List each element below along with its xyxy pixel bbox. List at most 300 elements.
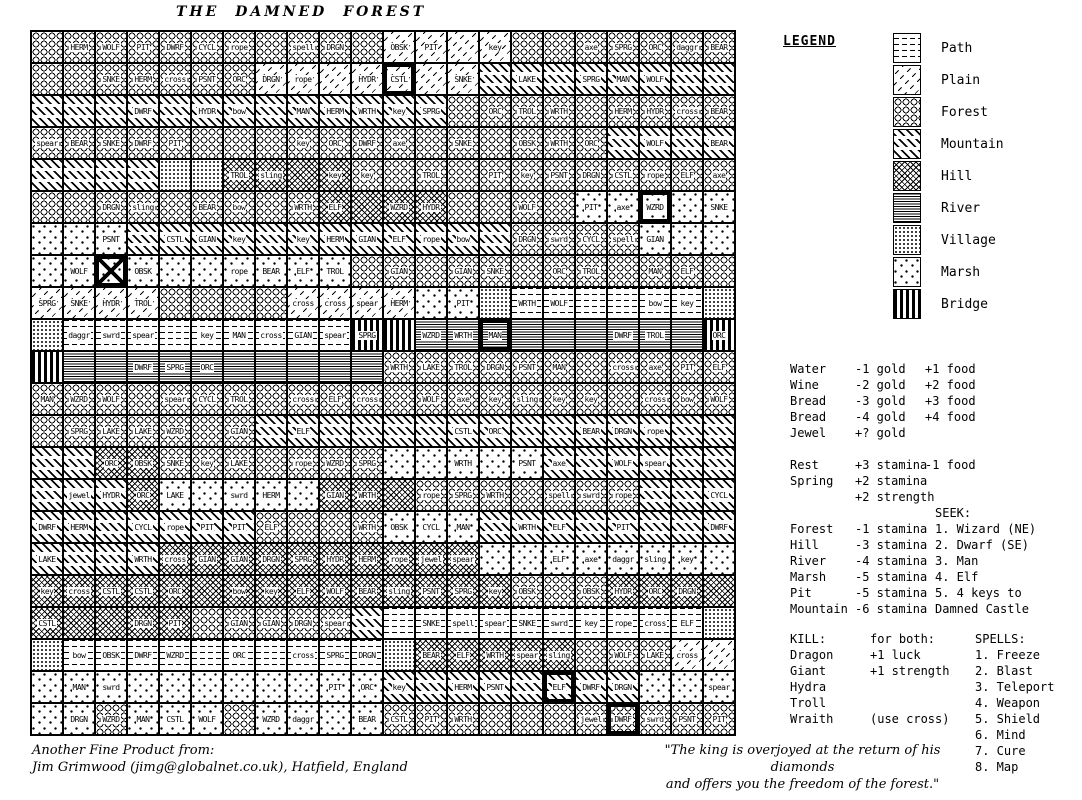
- cell-label: axe: [584, 554, 598, 564]
- cell-label: GIAN: [198, 554, 216, 564]
- cell-label: ELF: [392, 234, 406, 244]
- map-cell-1-13: [416, 32, 446, 62]
- cell-label: HERM: [262, 490, 280, 500]
- cell-label: TROL: [422, 170, 440, 180]
- map-cell-17-8: [256, 544, 286, 574]
- map-cell-15-11: [352, 480, 382, 510]
- cell-label: SPRG: [454, 490, 472, 500]
- cell-label: PIT: [168, 618, 182, 628]
- map-cell-9-5: [160, 288, 190, 318]
- map-cell-8-4: [128, 256, 158, 286]
- map-cell-15-20: [640, 480, 670, 510]
- cell-label: PIT: [168, 138, 182, 148]
- terrain-cost-row-cell: -3 stamina: [855, 538, 928, 552]
- cell-label: key: [40, 586, 54, 596]
- cell-label: key: [296, 234, 310, 244]
- map-cell-20-6: [192, 640, 222, 670]
- legend-item-path: [893, 33, 1004, 63]
- cell-label: PIT: [232, 522, 246, 532]
- map-cell-3-20: [640, 96, 670, 126]
- map-cell-19-5: [160, 608, 190, 638]
- map-cell-7-20: [640, 224, 670, 254]
- cell-label: DWRF: [582, 682, 600, 692]
- map-cell-9-22: [704, 288, 734, 318]
- trade-row: [790, 409, 995, 425]
- kill-bonus: [870, 679, 980, 695]
- map-cell-19-15: [480, 608, 510, 638]
- cell-label: bow: [232, 202, 246, 212]
- cell-label: TROL: [454, 362, 472, 372]
- map-cell-22-19: [608, 704, 638, 734]
- cell-label: PIT: [584, 202, 598, 212]
- map-cell-22-3: [96, 704, 126, 734]
- cell-label: key: [296, 138, 310, 148]
- map-cell-1-18: [576, 32, 606, 62]
- legend-item-mountain: [893, 129, 1004, 159]
- map-cell-21-3: [96, 672, 126, 702]
- map-cell-15-22: [704, 480, 734, 510]
- map-cell-21-14: [448, 672, 478, 702]
- map-cell-18-14: [448, 576, 478, 606]
- map-cell-3-1: [32, 96, 62, 126]
- cell-label: WZRD: [166, 426, 184, 436]
- map-cell-4-10: [320, 128, 350, 158]
- map-cell-5-21: [672, 160, 702, 190]
- map-cell-9-18: [576, 288, 606, 318]
- map-cell-1-21: [672, 32, 702, 62]
- map-cell-22-11: [352, 704, 382, 734]
- cell-label: WOLF: [70, 266, 88, 276]
- cell-label: rope: [646, 170, 664, 180]
- cell-label: daggr: [676, 42, 698, 52]
- cell-label: WRTH: [358, 490, 376, 500]
- map-cell-11-19: [608, 352, 638, 382]
- cell-label: WRTH: [358, 106, 376, 116]
- map-cell-9-13: [416, 288, 446, 318]
- map-cell-1-19: [608, 32, 638, 62]
- map-cell-4-17: [544, 128, 574, 158]
- cell-label: WRTH: [486, 490, 504, 500]
- map-cell-13-4: [128, 416, 158, 446]
- rest-row-cell: +3 stamina: [855, 458, 928, 472]
- map-cell-16-15: [480, 512, 510, 542]
- map-cell-2-5: [160, 64, 190, 94]
- legend-item-village: [893, 225, 1004, 255]
- cell-label: cross: [68, 586, 90, 596]
- cell-label: HYDR: [646, 106, 664, 116]
- cell-label: cross: [292, 650, 314, 660]
- cell-label: CYCL: [582, 234, 600, 244]
- map-cell-9-20: [640, 288, 670, 318]
- trade-table: [790, 361, 995, 441]
- map-cell-13-16: [512, 416, 542, 446]
- cell-label: key: [360, 170, 374, 180]
- map-cell-3-18: [576, 96, 606, 126]
- cell-label: rope: [230, 266, 248, 276]
- map-cell-2-8: [256, 64, 286, 94]
- cell-label: ORC: [648, 42, 662, 52]
- map-cell-4-3: [96, 128, 126, 158]
- cell-label: MAN: [648, 266, 662, 276]
- map-cell-7-3: [96, 224, 126, 254]
- cell-label: GIAN: [198, 234, 216, 244]
- cell-label: TROL: [326, 266, 344, 276]
- kill-bonus: +1 strength: [870, 664, 950, 678]
- map-cell-2-22: [704, 64, 734, 94]
- cell-label: WOLF: [102, 394, 120, 404]
- map-cell-22-4: [128, 704, 158, 734]
- cell-label: key: [584, 394, 598, 404]
- map-cell-21-17: [544, 672, 574, 702]
- cell-label: BEAR: [582, 426, 600, 436]
- map-cell-3-2: [64, 96, 94, 126]
- map-cell-16-17: [544, 512, 574, 542]
- map-cell-20-20: [640, 640, 670, 670]
- cell-label: cross: [356, 394, 378, 404]
- map-cell-1-5: [160, 32, 190, 62]
- map-cell-14-20: [640, 448, 670, 478]
- map-cell-15-8: [256, 480, 286, 510]
- king-quote: [655, 742, 950, 793]
- map-cell-5-18: [576, 160, 606, 190]
- map-cell-11-18: [576, 352, 606, 382]
- map-cell-14-22: [704, 448, 734, 478]
- cell-label: WZRD: [422, 330, 440, 340]
- map-cell-14-21: [672, 448, 702, 478]
- cell-label: TROL: [518, 106, 536, 116]
- map-cell-2-6: [192, 64, 222, 94]
- cell-label: DWRF: [614, 330, 632, 340]
- map-cell-11-12: [384, 352, 414, 382]
- cell-label: TROL: [134, 298, 152, 308]
- cell-label: ELF: [680, 170, 694, 180]
- cell-label: BEAR: [198, 202, 216, 212]
- cell-label: rope: [166, 522, 184, 532]
- map-cell-15-5: [160, 480, 190, 510]
- map-cell-15-18: [576, 480, 606, 510]
- map-cell-21-9: [288, 672, 318, 702]
- map-cell-13-9: [288, 416, 318, 446]
- cell-label: swrd: [102, 330, 120, 340]
- map-cell-17-10: [320, 544, 350, 574]
- map-cell-13-3: [96, 416, 126, 446]
- cell-label: HYDR: [326, 554, 344, 564]
- legend-item-river: [893, 193, 1004, 223]
- cell-label: spear: [356, 298, 378, 308]
- cell-label: CSTL: [454, 426, 472, 436]
- cell-label: axe: [648, 362, 662, 372]
- footer-credit-line1: Another Fine Product from:: [32, 743, 215, 758]
- map-cell-2-21: [672, 64, 702, 94]
- map-cell-17-17: [544, 544, 574, 574]
- cell-label: GIAN: [454, 266, 472, 276]
- map-cell-22-21: [672, 704, 702, 734]
- map-cell-16-14: [448, 512, 478, 542]
- kill-monster: Troll: [790, 696, 827, 710]
- cell-label: swrd: [550, 618, 568, 628]
- cell-label: ELF: [328, 202, 342, 212]
- cell-label: CYCL: [198, 394, 216, 404]
- map-cell-12-8: [256, 384, 286, 414]
- cell-label: axe: [616, 202, 630, 212]
- map-cell-13-21: [672, 416, 702, 446]
- cell-label: WOLF: [550, 298, 568, 308]
- map-cell-10-16: [512, 320, 542, 350]
- cell-label: SNKE: [166, 458, 184, 468]
- cell-label: ORC: [488, 426, 502, 436]
- map-cell-18-22: [704, 576, 734, 606]
- cell-label: key: [392, 106, 406, 116]
- map-cell-12-6: [192, 384, 222, 414]
- cell-label: PSNT: [550, 170, 568, 180]
- map-cell-6-20: [640, 192, 670, 222]
- cell-label: TROL: [230, 394, 248, 404]
- footer-credit-line2: Jim Grimwood (jimg@globalnet.co.uk), Hatfield, England: [32, 760, 408, 775]
- map-cell-10-18: [576, 320, 606, 350]
- terrain-cost-row: [790, 601, 945, 617]
- cell-label: jewel: [68, 490, 90, 500]
- map-cell-16-9: [288, 512, 318, 542]
- cell-label: SPRG: [38, 298, 56, 308]
- map-cell-19-1: [32, 608, 62, 638]
- cell-label: WRTH: [518, 522, 536, 532]
- legend-label: Forest: [941, 104, 988, 120]
- forest-swatch: [893, 97, 921, 127]
- cell-label: WRTH: [486, 650, 504, 660]
- cell-label: bow: [72, 650, 86, 660]
- map-cell-15-17: [544, 480, 574, 510]
- map-cell-16-7: [224, 512, 254, 542]
- map-cell-9-12: [384, 288, 414, 318]
- map-cell-7-22: [704, 224, 734, 254]
- map-cell-11-16: [512, 352, 542, 382]
- map-cell-15-2: [64, 480, 94, 510]
- map-cell-14-3: [96, 448, 126, 478]
- cell-label: ELF: [296, 586, 310, 596]
- map-cell-10-19: [608, 320, 638, 350]
- map-cell-20-13: [416, 640, 446, 670]
- map-cell-17-12: [384, 544, 414, 574]
- map-cell-2-1: [32, 64, 62, 94]
- map-cell-10-17: [544, 320, 574, 350]
- map-cell-11-14: [448, 352, 478, 382]
- map-cell-13-7: [224, 416, 254, 446]
- mountain-swatch: [893, 129, 921, 159]
- map-cell-2-10: [320, 64, 350, 94]
- cell-label: LAKE: [230, 458, 248, 468]
- cell-label: GIAN: [358, 234, 376, 244]
- map-cell-6-21: [672, 192, 702, 222]
- cell-label: DRGN: [70, 714, 88, 724]
- map-cell-15-10: [320, 480, 350, 510]
- cell-label: swrd: [102, 682, 120, 692]
- map-cell-8-18: [576, 256, 606, 286]
- map-cell-15-14: [448, 480, 478, 510]
- cell-label: daggr: [292, 714, 314, 724]
- cell-label: ORC: [168, 586, 182, 596]
- map-cell-20-22: [704, 640, 734, 670]
- map-cell-12-18: [576, 384, 606, 414]
- map-cell-1-20: [640, 32, 670, 62]
- cell-label: cross: [324, 298, 346, 308]
- trade-row-cell: Water: [790, 362, 827, 376]
- map-cell-19-16: [512, 608, 542, 638]
- cell-label: ELF: [296, 266, 310, 276]
- map-cell-21-10: [320, 672, 350, 702]
- map-cell-7-8: [256, 224, 286, 254]
- kill-row: [790, 679, 980, 695]
- rest-row-cell: Spring: [790, 474, 834, 488]
- map-cell-4-18: [576, 128, 606, 158]
- cell-label: SPRG: [358, 330, 376, 340]
- map-cell-5-13: [416, 160, 446, 190]
- spell-item: 2. Blast: [975, 664, 1033, 678]
- map-cell-8-8: [256, 256, 286, 286]
- cell-label: WRTH: [390, 362, 408, 372]
- cell-label: WOLF: [102, 42, 120, 52]
- map-cell-7-9: [288, 224, 318, 254]
- map-cell-19-6: [192, 608, 222, 638]
- cell-label: PSNT: [422, 586, 440, 596]
- cell-label: HERM: [614, 106, 632, 116]
- spell-item: 6. Mind: [975, 728, 1026, 742]
- legend-label: Hill: [941, 168, 973, 184]
- map-cell-15-15: [480, 480, 510, 510]
- cell-label: WRTH: [550, 106, 568, 116]
- map-cell-5-11: [352, 160, 382, 190]
- map-cell-16-22: [704, 512, 734, 542]
- cell-label: key: [680, 554, 694, 564]
- map-cell-15-4: [128, 480, 158, 510]
- map-cell-6-7: [224, 192, 254, 222]
- map-cell-6-13: [416, 192, 446, 222]
- cell-label: SPRG: [70, 426, 88, 436]
- cell-label: sling: [516, 394, 538, 404]
- map-cell-3-7: [224, 96, 254, 126]
- map-cell-12-21: [672, 384, 702, 414]
- cell-label: MAN: [136, 714, 150, 724]
- cell-label: cross: [292, 298, 314, 308]
- cell-label: cross: [164, 554, 186, 564]
- map-cell-7-5: [160, 224, 190, 254]
- map-cell-5-14: [448, 160, 478, 190]
- map-cell-3-21: [672, 96, 702, 126]
- cell-label: GIAN: [230, 554, 248, 564]
- cell-label: key: [200, 330, 214, 340]
- cell-label: WRTH: [358, 522, 376, 532]
- cell-label: CSTL: [390, 74, 408, 84]
- map-cell-10-9: [288, 320, 318, 350]
- map-cell-17-3: [96, 544, 126, 574]
- map-cell-5-7: [224, 160, 254, 190]
- map-cell-21-4: [128, 672, 158, 702]
- cell-label: SNKE: [70, 298, 88, 308]
- cell-label: key: [488, 42, 502, 52]
- map-cell-2-17: [544, 64, 574, 94]
- map-cell-22-17: [544, 704, 574, 734]
- map-cell-15-7: [224, 480, 254, 510]
- cell-label: MAN: [488, 330, 502, 340]
- map-cell-6-10: [320, 192, 350, 222]
- map-cell-11-20: [640, 352, 670, 382]
- map-cell-15-19: [608, 480, 638, 510]
- cell-label: spell: [452, 618, 474, 628]
- cell-label: ORC: [552, 266, 566, 276]
- map-cell-12-14: [448, 384, 478, 414]
- map-cell-5-15: [480, 160, 510, 190]
- cell-label: DWRF: [710, 522, 728, 532]
- cell-label: spear: [452, 554, 474, 564]
- cell-label: PIT: [456, 298, 470, 308]
- map-cell-4-9: [288, 128, 318, 158]
- cell-label: cross: [676, 650, 698, 660]
- map-cell-19-13: [416, 608, 446, 638]
- map-cell-13-11: [352, 416, 382, 446]
- map-cell-14-13: [416, 448, 446, 478]
- rest-table: [790, 457, 995, 505]
- map-cell-1-3: [96, 32, 126, 62]
- cell-label: key: [520, 170, 534, 180]
- legend-item-forest: [893, 97, 1004, 127]
- map-cell-7-11: [352, 224, 382, 254]
- map-cell-8-7: [224, 256, 254, 286]
- map-cell-14-12: [384, 448, 414, 478]
- map-cell-4-5: [160, 128, 190, 158]
- cell-label: WRTH: [454, 330, 472, 340]
- cell-label: HERM: [134, 74, 152, 84]
- map-cell-12-1: [32, 384, 62, 414]
- map-cell-22-8: [256, 704, 286, 734]
- cell-label: CSTL: [134, 586, 152, 596]
- legend-label: Bridge: [941, 296, 988, 312]
- cell-label: MAN: [456, 522, 470, 532]
- cell-label: axe: [584, 42, 598, 52]
- terrain-cost-row-cell: -4 stamina: [855, 554, 928, 568]
- map-cell-13-8: [256, 416, 286, 446]
- map-cell-8-19: [608, 256, 638, 286]
- map-cell-13-5: [160, 416, 190, 446]
- map-cell-5-17: [544, 160, 574, 190]
- cell-label: TROL: [646, 330, 664, 340]
- cell-label: PIT: [680, 362, 694, 372]
- map-cell-7-2: [64, 224, 94, 254]
- map-cell-1-6: [192, 32, 222, 62]
- map-cell-17-15: [480, 544, 510, 574]
- map-cell-21-5: [160, 672, 190, 702]
- map-cell-2-11: [352, 64, 382, 94]
- cell-label: swrd: [230, 490, 248, 500]
- cell-label: CSTL: [166, 234, 184, 244]
- map-cell-9-11: [352, 288, 382, 318]
- map-cell-22-6: [192, 704, 222, 734]
- cell-label: ELF: [552, 682, 566, 692]
- cell-label: CSTL: [102, 586, 120, 596]
- map-cell-4-22: [704, 128, 734, 158]
- map-cell-1-9: [288, 32, 318, 62]
- cell-label: BEAR: [70, 138, 88, 148]
- cell-label: WRTH: [454, 714, 472, 724]
- cell-label: WZRD: [390, 202, 408, 212]
- map-cell-1-12: [384, 32, 414, 62]
- map-cell-8-20: [640, 256, 670, 286]
- cell-label: OBSK: [102, 650, 120, 660]
- cell-label: HERM: [70, 42, 88, 52]
- trade-row: [790, 377, 995, 393]
- map-cell-6-12: [384, 192, 414, 222]
- cell-label: ORC: [360, 682, 374, 692]
- cell-label: ORC: [712, 330, 726, 340]
- cell-label: cross: [292, 394, 314, 404]
